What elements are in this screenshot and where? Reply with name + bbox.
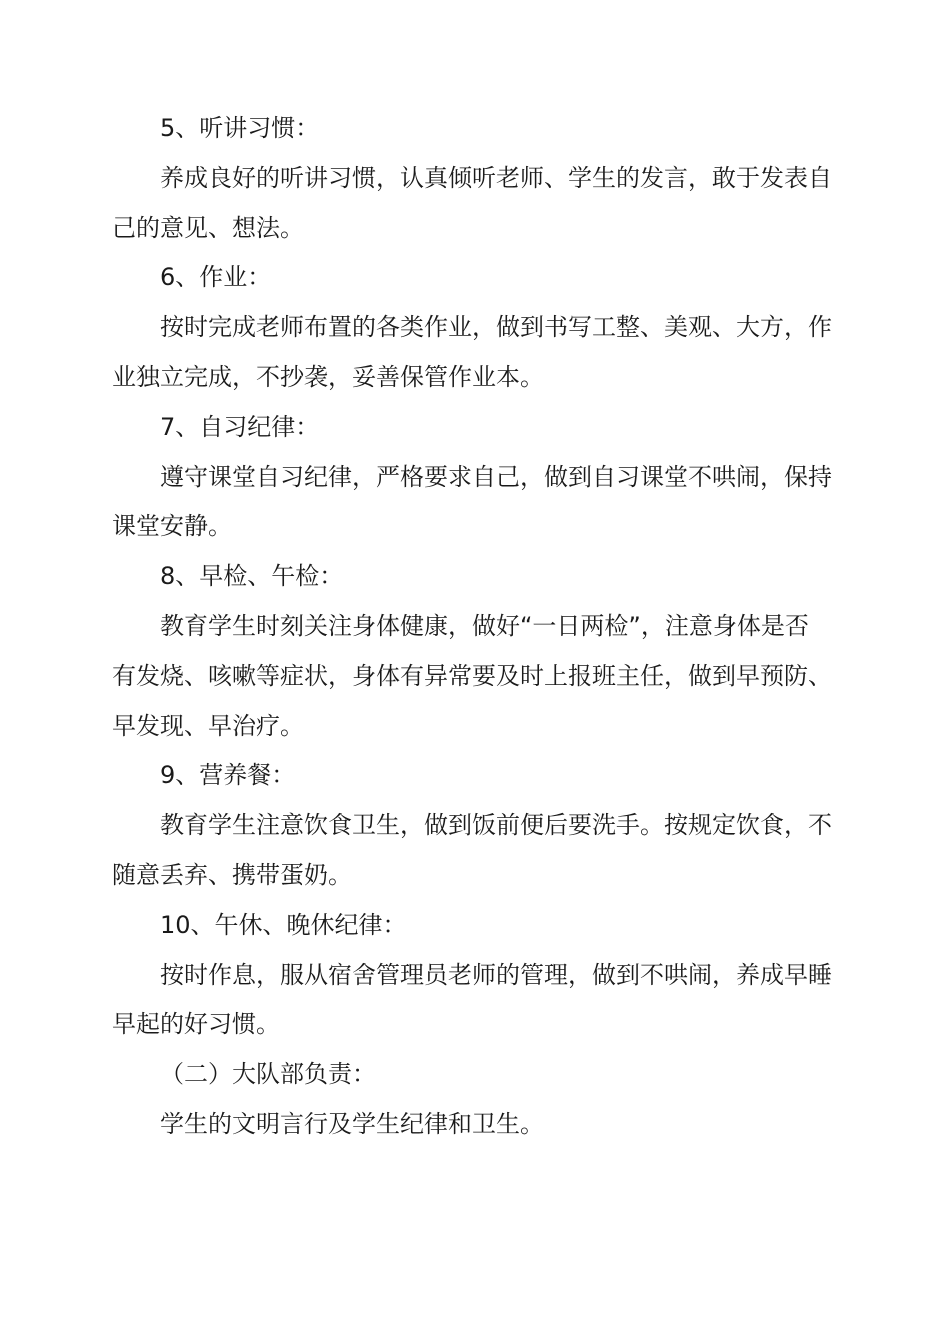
paragraph-line: 教育学生注意饮食卫生，做到饭前便后要洗手。按规定饮食，不 bbox=[160, 811, 832, 840]
paragraph-line: 按时完成老师布置的各类作业，做到书写工整、美观、大方，作 bbox=[160, 313, 832, 342]
paragraph-line: 早起的好习惯。 bbox=[112, 1010, 280, 1039]
paragraph-line: 业独立完成，不抄袭，妥善保管作业本。 bbox=[112, 362, 544, 391]
section-heading-listening: 5、听讲习惯： bbox=[160, 114, 320, 142]
paragraph-line: 有发烧、咳嗽等症状，身体有异常要及时上报班主任，做到早预防、 bbox=[112, 661, 832, 690]
paragraph-line: 养成良好的听讲习惯，认真倾听老师、学生的发言，敢于发表自 bbox=[160, 163, 832, 192]
paragraph-line: 按时作息，服从宿舍管理员老师的管理，做到不哄闹，养成早睡 bbox=[160, 960, 832, 989]
paragraph-line: 教育学生时刻关注身体健康，做好“一日两检”，注意身体是否 bbox=[160, 611, 809, 640]
paragraph-line: 学生的文明言行及学生纪律和卫生。 bbox=[160, 1109, 544, 1138]
paragraph-line: 随意丢弃、携带蛋奶。 bbox=[112, 860, 352, 889]
paragraph-line: 课堂安静。 bbox=[112, 512, 232, 541]
document-body bbox=[112, 104, 840, 1150]
paragraph-line: 己的意见、想法。 bbox=[112, 213, 304, 242]
section-heading-self-study: 7、自习纪律： bbox=[160, 412, 320, 441]
section-heading-homework: 6、作业： bbox=[160, 263, 272, 292]
section-heading-health-check: 8、早检、午检： bbox=[160, 562, 344, 591]
paragraph-line: 早发现、早治疗。 bbox=[112, 711, 304, 740]
paragraph-line: 遵守课堂自习纪律，严格要求自己，做到自习课堂不哄闹，保持 bbox=[160, 462, 832, 491]
section-heading-meals: 9、营养餐： bbox=[160, 761, 296, 790]
section-heading-rest: 10、午休、晚休纪律： bbox=[160, 910, 407, 939]
section-heading-brigade: （二）大队部负责： bbox=[160, 1060, 376, 1089]
